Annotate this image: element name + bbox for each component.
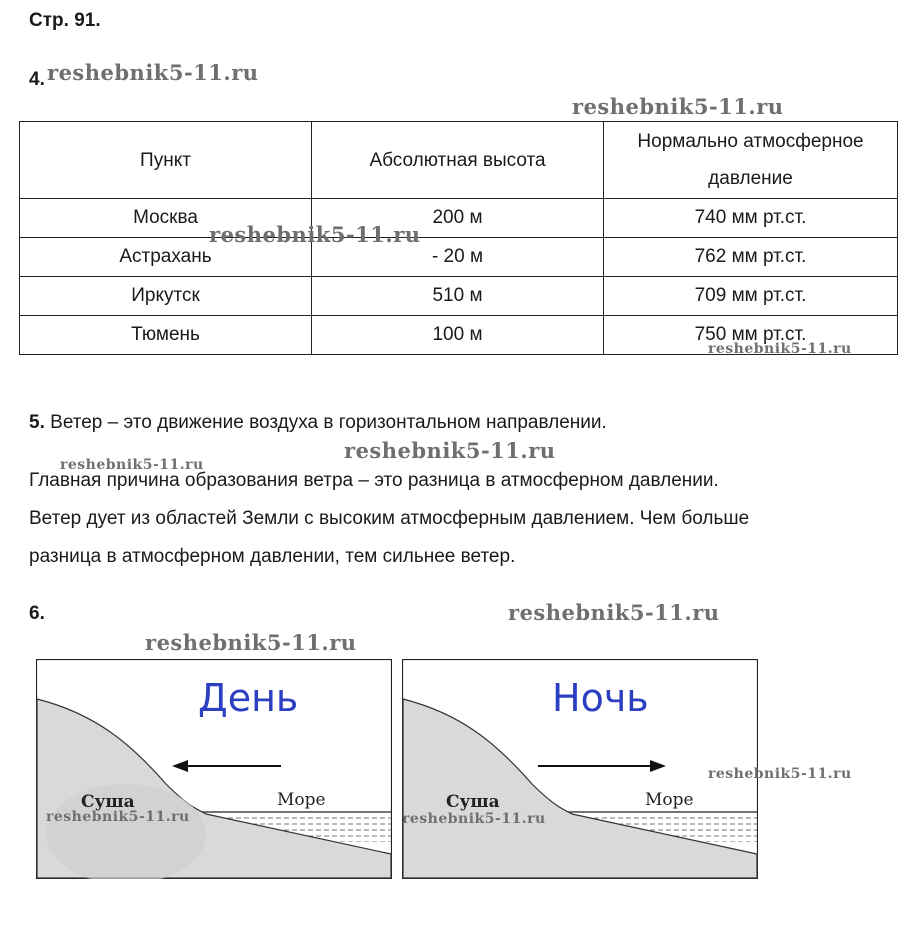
cell-altitude: - 20 м	[312, 238, 604, 277]
table-row	[20, 238, 898, 277]
header-pressure: Нормально атмосферное давление	[604, 122, 898, 199]
watermark: reshebnik5-11.ru	[46, 809, 190, 825]
land-label: Суша	[446, 792, 500, 812]
day-breeze-diagram	[36, 659, 392, 879]
header-altitude: Абсолютная высота	[312, 122, 604, 199]
watermark: reshebnik5-11.ru	[344, 438, 556, 463]
cell-point: Астрахань	[20, 238, 312, 277]
watermark: reshebnik5-11.ru	[145, 630, 357, 655]
sea-label: Море	[645, 790, 694, 810]
cell-altitude: 100 м	[312, 316, 604, 355]
night-label: Ночь	[552, 676, 649, 720]
page-title: Стр. 91.	[29, 10, 101, 31]
cell-pressure: 762 мм рт.ст.	[604, 238, 898, 277]
watermark: reshebnik5-11.ru	[402, 811, 546, 827]
watermark: reshebnik5-11.ru	[508, 600, 720, 625]
task-5-text-3: Ветер дует из областей Земли с высоким атмосферным давлением. Чем больше	[29, 508, 750, 529]
table-header-row	[20, 122, 898, 199]
watermark: reshebnik5-11.ru	[708, 341, 852, 357]
task-5-text-4: разница в атмосферном давлении, тем сильнее ветер.	[29, 546, 516, 567]
task-5-text-2: Главная причина образования ветра – это разница в атмосферном давлении.	[29, 470, 719, 491]
task-6-number: 6.	[29, 603, 45, 624]
day-label: День	[198, 676, 299, 720]
watermark: reshebnik5-11.ru	[708, 766, 852, 782]
table-row	[20, 199, 898, 238]
cell-point: Тюмень	[20, 316, 312, 355]
cell-altitude: 510 м	[312, 277, 604, 316]
land-label: Суша	[81, 792, 135, 812]
cell-pressure: 750 мм рт.ст.	[604, 316, 898, 355]
cell-point: Москва	[20, 199, 312, 238]
task-5-text-1: Ветер – это движение воздуха в горизонтальном направлении.	[50, 412, 607, 433]
cell-altitude: 200 м	[312, 199, 604, 238]
cell-pressure: 740 мм рт.ст.	[604, 199, 898, 238]
task-5-number: 5.	[29, 412, 45, 433]
pressure-table	[19, 121, 898, 355]
table-row	[20, 277, 898, 316]
sea-label: Море	[277, 790, 326, 810]
watermark: reshebnik5-11.ru	[572, 94, 784, 119]
cell-pressure: 709 мм рт.ст.	[604, 277, 898, 316]
watermark: reshebnik5-11.ru	[47, 60, 259, 85]
task-5-line-1	[29, 404, 899, 442]
task-4-number: 4.	[29, 69, 45, 90]
watermark: reshebnik5-11.ru	[209, 222, 421, 247]
watermark: reshebnik5-11.ru	[60, 457, 204, 473]
night-breeze-diagram	[402, 659, 758, 879]
header-point: Пункт	[20, 122, 312, 199]
cell-point: Иркутск	[20, 277, 312, 316]
